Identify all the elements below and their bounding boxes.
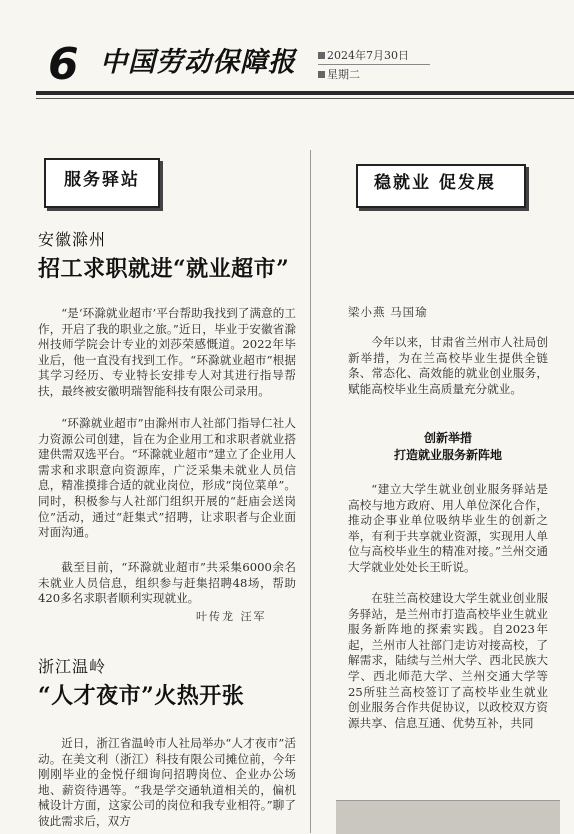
dateline-divider <box>318 64 430 65</box>
article2-paragraph: 近日，浙江省温岭市人社局举办“人才夜市”活动。在美文利（浙江）科技有限公司摊位前，今年刚刚毕业的金悦仔细询问招聘岗位、企业办公场地、薪资待遇等。“我是学交通轨道相关的，偏机械设计方面，这家公司的岗位和我专业相符。”聊了彼此需求后，双方 <box>38 736 296 828</box>
header-rule-thin <box>36 98 574 99</box>
issue-date-text: 2024年7月30日 <box>327 49 409 62</box>
column-divider <box>310 150 311 833</box>
issue-date <box>318 48 409 64</box>
page-number: 6 <box>48 39 79 90</box>
square-bullet-icon <box>318 71 325 78</box>
article1-headline: 招工求职就进“就业超市” <box>38 256 290 282</box>
article1-kicker: 安徽滁州 <box>38 230 107 249</box>
right-subhead-line1: 创新举措 <box>423 431 472 445</box>
article2-headline: “人才夜市”火热开张 <box>38 683 245 709</box>
square-bullet-icon <box>318 52 325 59</box>
article1-paragraph: “环滁就业超市”由滁州市人社部门指导仁社人力资源公司创建，旨在为企业用工和求职者就业搭建供需双选平台。“环滁就业超市”建立了企业用人需求和求职意向资源库，广泛采集未就业人员信息，精准摸排合适的就业岗位，形成“岗位菜单”。同时，积极参与人社部门组织开展的“赶庙会送岗位”活动，通过“赶集式”招聘，让求职者与企业面对面沟通。 <box>38 416 296 540</box>
issue-weekday <box>318 67 360 83</box>
article2-kicker: 浙江温岭 <box>38 657 107 676</box>
newspaper-masthead: 中国劳动保障报 <box>100 47 296 78</box>
header-rule-thick <box>36 91 574 95</box>
article-photo <box>336 800 560 834</box>
article1-paragraph: “是‘环滁就业超市’平台帮助我找到了满意的工作，开启了我的职业之旅。”近日，毕业于安徽省滁州技师学院会计专业的刘莎荣感慨道。2022年毕业后，他一直没有找到工作。“环滁就业超市”根据其学习经历、专业特长安排专人对其进行指导帮扶，最终被安徽明瑞智能科技有限公司录用。 <box>38 306 296 398</box>
right-paragraph: 在驻兰高校建设大学生就业创业服务驿站，是兰州市打造高校毕业生就业服务新阵地的探索实践。自2023年起，兰州市人社部门走访对接高校，了解需求，陆续与兰州大学、西北民族大学、西北师范大学、兰州交通大学等25所驻兰高校签订了高校毕业生就业创业服务合作共促协议，以政校双方资源共享、信息互通、优势互补，共同 <box>348 591 548 730</box>
article1-byline: 叶传龙 汪军 <box>196 610 267 623</box>
issue-weekday-text: 星期二 <box>327 68 360 81</box>
article1-paragraph: 截至目前，“环滁就业超市”共采集6000余名未就业人员信息，组织参与赶集招聘48场，帮助420多名求职者顺利实现就业。 <box>38 560 296 606</box>
right-intro: 今年以来，甘肃省兰州市人社局创新举措，为在兰高校毕业生提供全链条、常态化、高效能的就业创业服务，赋能高校毕业生高质量充分就业。 <box>348 335 548 396</box>
section-label-left: 服务驿站 <box>64 170 140 190</box>
right-paragraph: “建立大学生就业创业服务驿站是高校与地方政府、用人单位深化合作，推动企事业单位吸纳毕业生的创新之举，有利于共享就业资源，实现用人单位与高校毕业生的精准对接。”兰州交通大学就业处处长王昕说。 <box>348 482 548 574</box>
right-subhead-line2: 打造就业服务新阵地 <box>393 448 502 462</box>
right-authors: 梁小燕 马国瑜 <box>348 305 428 319</box>
section-label-right: 稳就业 促发展 <box>374 173 496 193</box>
